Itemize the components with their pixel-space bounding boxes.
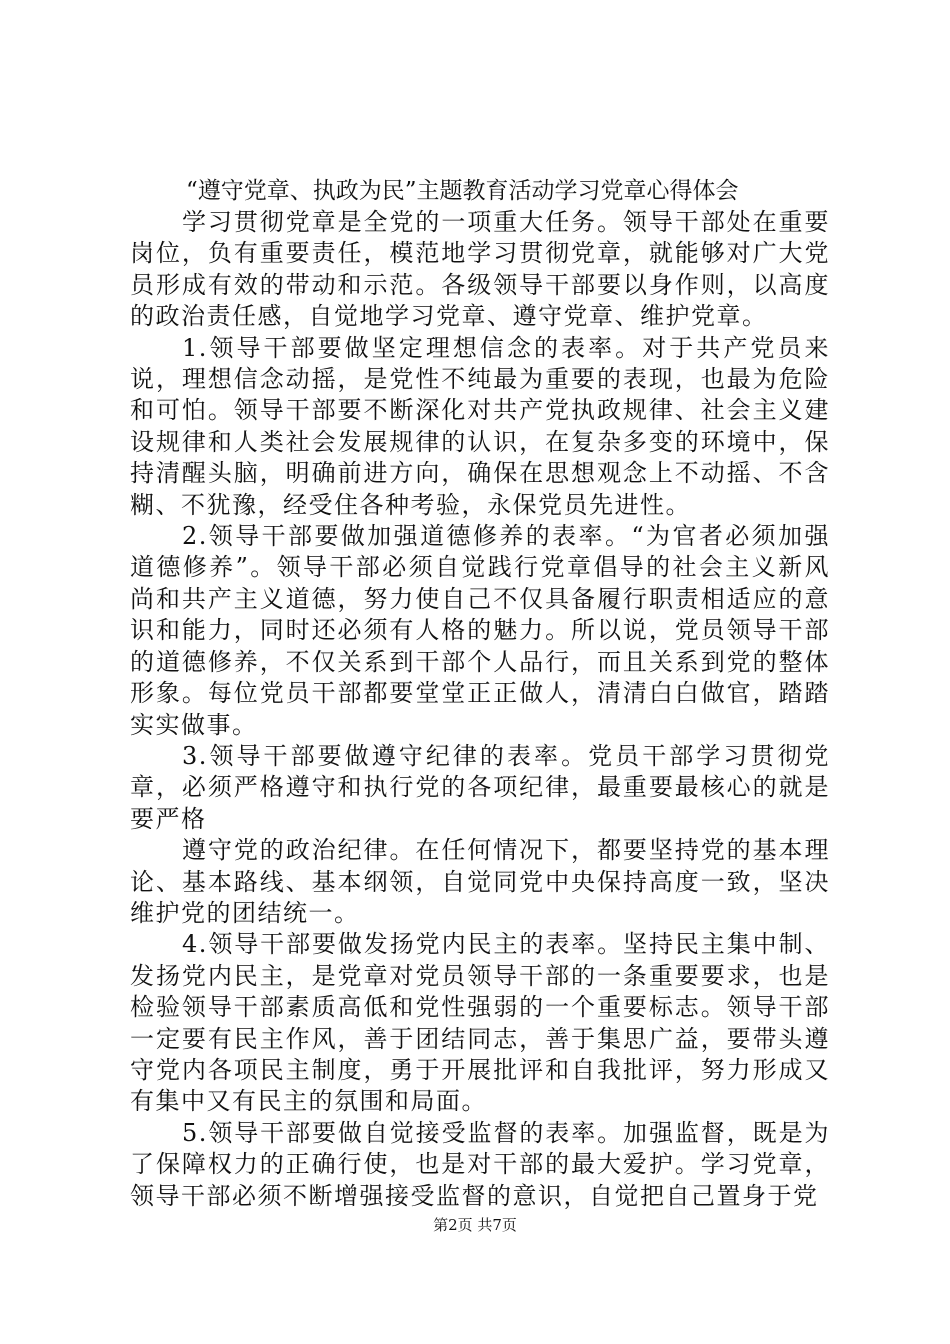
paragraph-5: 5.领导干部要做自觉接受监督的表率。加强监督，既是为了保障权力的正确行使，也是对干部的最大爱护。学习党章，领导干部必须不断增强接受监督的意识，自觉把自己置身于党 [130, 1118, 830, 1210]
page-footer: 第2页 共7页 [433, 1216, 517, 1234]
paragraph-2: 2.领导干部要做加强道德修养的表率。“为官者必须加强道德修养”。领导干部必须自觉践行党章倡导的社会主义新风尚和共产主义道德，努力使自己不仅具备履行职责相适应的意识和能力，同时还必须有人格的魅力。所以说，党员领导干部的道德修养，不仅关系到干部个人品行，而且关系到党的整体形象。每位党员干部都要堂堂正正做人，清清白白做官，踏踏实实做事。 [130, 522, 830, 739]
paragraph-1: 1.领导干部要做坚定理想信念的表率。对于共产党员来说，理想信念动摇，是党性不纯最为重要的表现，也最为危险和可怕。领导干部要不断深化对共产党执政规律、社会主义建设规律和人类社会发展规律的认识，在复杂多变的环境中，保持清醒头脑，明确前进方向，确保在思想观念上不动摇、不含糊、不犹豫，经受住各种考验，永保党员先进性。 [130, 333, 830, 519]
paragraph-3-continued: 遵守党的政治纪律。在任何情况下，都要坚持党的基本理论、基本路线、基本纲领，自觉同党中央保持高度一致，坚决维护党的团结统一。 [130, 836, 830, 927]
paragraph-4: 4.领导干部要做发扬党内民主的表率。坚持民主集中制、发扬党内民主，是党章对党员领导干部的一条重要要求，也是检验领导干部素质高低和党性强弱的一个重要标志。领导干部一定要有民主作风，善于团结同志，善于集思广益，要带头遵守党内各项民主制度，勇于开展批评和自我批评，努力形成又有集中又有民主的氛围和局面。 [130, 930, 830, 1116]
paragraph-intro: 学习贯彻党章是全党的一项重大任务。领导干部处在重要岗位，负有重要责任，模范地学习贯彻党章，就能够对广大党员形成有效的带动和示范。各级领导干部要以身作则，以高度的政治责任感，自觉地学习党章、遵守党章、维护党章。 [130, 208, 830, 331]
paragraph-3: 3.领导干部要做遵守纪律的表率。党员干部学习贯彻党章，必须严格遵守和执行党的各项纪律，最重要最核心的就是要严格 [130, 741, 830, 833]
document-title: “遵守党章、执政为民”主题教育活动学习党章心得体会 [186, 178, 739, 204]
document-body [130, 175, 830, 1212]
